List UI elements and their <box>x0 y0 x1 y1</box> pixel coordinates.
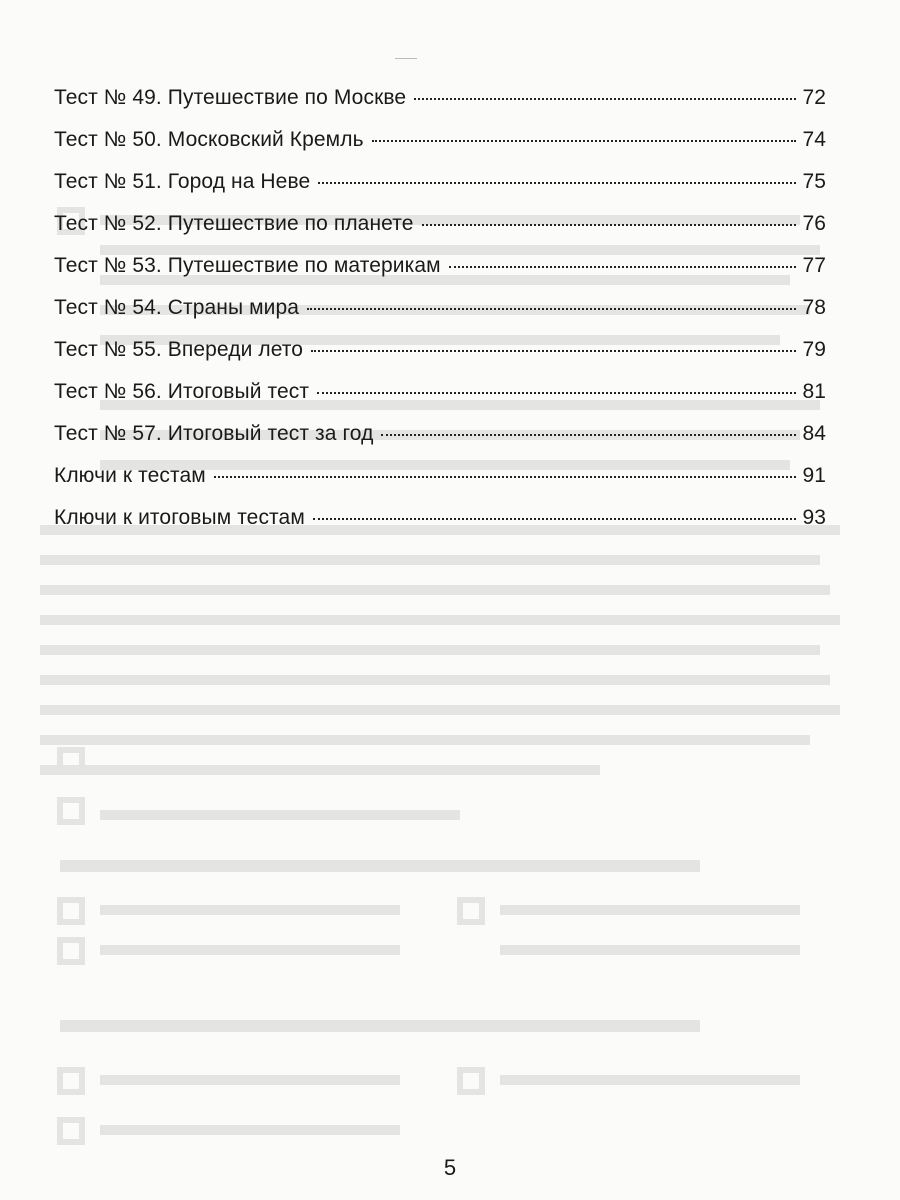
dot-leader <box>317 392 796 394</box>
page-number: 5 <box>443 1155 457 1180</box>
toc-entry-title: Тест № 51. Город на Неве <box>54 170 311 193</box>
toc-entry <box>54 254 826 296</box>
toc-entry-title: Ключи к итоговым тестам <box>54 506 305 529</box>
toc-entry-title: Тест № 53. Путешествие по материкам <box>54 254 441 277</box>
toc-entry-title: Тест № 54. Страны мира <box>54 296 300 319</box>
toc-entry-page: 81 <box>802 380 826 403</box>
dot-leader <box>414 98 796 100</box>
dot-leader <box>311 350 796 352</box>
toc-entry-title: Тест № 50. Московский Кремль <box>54 128 364 151</box>
toc-entry-page: 76 <box>802 212 826 235</box>
toc-entry <box>54 128 826 170</box>
toc-entry-title: Тест № 55. Впереди лето <box>54 338 304 361</box>
dot-leader <box>381 434 796 436</box>
toc-entry-page: 75 <box>802 170 826 193</box>
toc-entry-page: 74 <box>802 128 826 151</box>
dot-leader <box>372 140 796 142</box>
toc-entry-title: Тест № 56. Итоговый тест <box>54 380 310 403</box>
toc-entry-page: 84 <box>802 422 826 445</box>
toc-entry <box>54 380 826 422</box>
toc-entry <box>54 296 826 338</box>
dot-leader <box>307 308 796 310</box>
toc-entry-page: 79 <box>802 338 826 361</box>
dot-leader <box>214 476 796 478</box>
toc-entry <box>54 212 826 254</box>
toc-entry <box>54 464 826 506</box>
toc-entry-title: Ключи к тестам <box>54 464 206 487</box>
dot-leader <box>422 224 797 226</box>
toc-entry-page: 93 <box>802 506 826 529</box>
toc-entry <box>54 86 826 128</box>
dot-leader <box>449 266 796 268</box>
dot-leader <box>313 518 796 520</box>
toc-entry-title: Тест № 52. Путешествие по планете <box>54 212 414 235</box>
toc-entry <box>54 422 826 464</box>
toc-entry-title: Тест № 57. Итоговый тест за год <box>54 422 374 445</box>
toc-entry-page: 91 <box>802 464 826 487</box>
toc-entry-page: 77 <box>802 254 826 277</box>
toc-entry <box>54 338 826 380</box>
crease-mark <box>395 58 417 59</box>
toc-entry-page: 72 <box>802 86 826 109</box>
toc-entry <box>54 170 826 212</box>
toc-entry <box>54 506 826 548</box>
dot-leader <box>318 182 796 184</box>
toc-entry-page: 78 <box>802 296 826 319</box>
table-of-contents <box>54 86 826 548</box>
toc-entry-title: Тест № 49. Путешествие по Москве <box>54 86 407 109</box>
